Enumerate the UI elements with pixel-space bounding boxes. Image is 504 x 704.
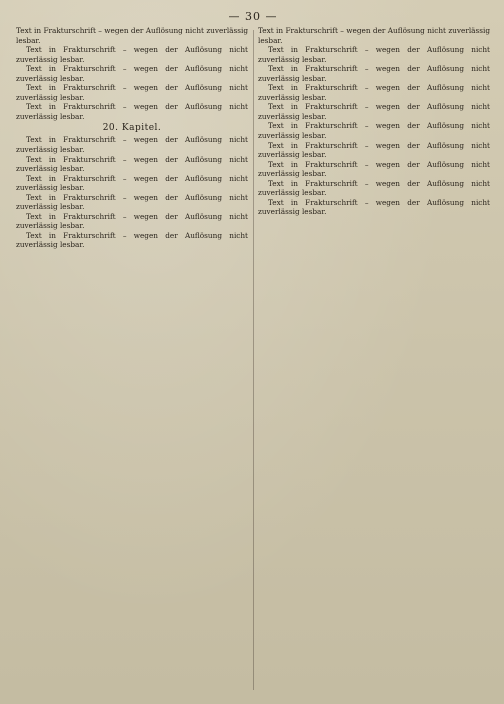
- chapter-heading: 20. Kapitel.: [102, 123, 162, 134]
- right-paragraph: Text in Frakturschrift – wegen der Auflösung nicht zuverlässig lesbar.: [258, 178, 490, 198]
- left-paragraph: Text in Frakturschrift – wegen der Auflösung nicht zuverlässig lesbar.: [16, 154, 248, 174]
- left-paragraph: Text in Frakturschrift – wegen der Auflösung nicht zuverlässig lesbar.: [16, 26, 248, 45]
- right-paragraph: Text in Frakturschrift – wegen der Auflösung nicht zuverlässig lesbar.: [258, 26, 490, 45]
- right-paragraph: Text in Frakturschrift – wegen der Auflösung nicht zuverlässig lesbar.: [258, 102, 490, 121]
- left-paragraph: Text in Frakturschrift – wegen der Auflösung nicht zuverlässig lesbar.: [16, 64, 248, 83]
- right-paragraph: Text in Frakturschrift – wegen der Auflösung nicht zuverlässig lesbar.: [258, 121, 490, 141]
- left-paragraph: Text in Frakturschrift – wegen der Auflösung nicht zuverlässig lesbar.: [16, 230, 248, 250]
- page-number: — 30 —: [228, 10, 278, 23]
- column-divider: [253, 30, 254, 690]
- left-paragraph: Text in Frakturschrift – wegen der Auflösung nicht zuverlässig lesbar.: [16, 102, 248, 121]
- right-paragraph: Text in Frakturschrift – wegen der Auflösung nicht zuverlässig lesbar.: [258, 159, 490, 179]
- left-paragraph: Text in Frakturschrift – wegen der Auflösung nicht zuverlässig lesbar.: [16, 135, 248, 155]
- right-paragraph: Text in Frakturschrift – wegen der Auflösung nicht zuverlässig lesbar.: [258, 140, 490, 160]
- left-paragraph: Text in Frakturschrift – wegen der Auflösung nicht zuverlässig lesbar.: [16, 192, 248, 212]
- left-paragraph: Text in Frakturschrift – wegen der Auflösung nicht zuverlässig lesbar.: [16, 173, 248, 193]
- text-columns: [16, 26, 490, 694]
- left-column: [16, 26, 248, 694]
- right-paragraph: Text in Frakturschrift – wegen der Auflösung nicht zuverlässig lesbar.: [258, 45, 490, 64]
- left-paragraph: Text in Frakturschrift – wegen der Auflösung nicht zuverlässig lesbar.: [16, 45, 248, 64]
- left-paragraph: Text in Frakturschrift – wegen der Auflösung nicht zuverlässig lesbar.: [16, 83, 248, 102]
- right-paragraph: Text in Frakturschrift – wegen der Auflösung nicht zuverlässig lesbar.: [258, 83, 490, 102]
- right-column: [258, 26, 490, 694]
- right-paragraph: Text in Frakturschrift – wegen der Auflösung nicht zuverlässig lesbar.: [258, 197, 490, 217]
- right-paragraph: Text in Frakturschrift – wegen der Auflösung nicht zuverlässig lesbar.: [258, 64, 490, 83]
- left-paragraph: Text in Frakturschrift – wegen der Auflösung nicht zuverlässig lesbar.: [16, 211, 248, 231]
